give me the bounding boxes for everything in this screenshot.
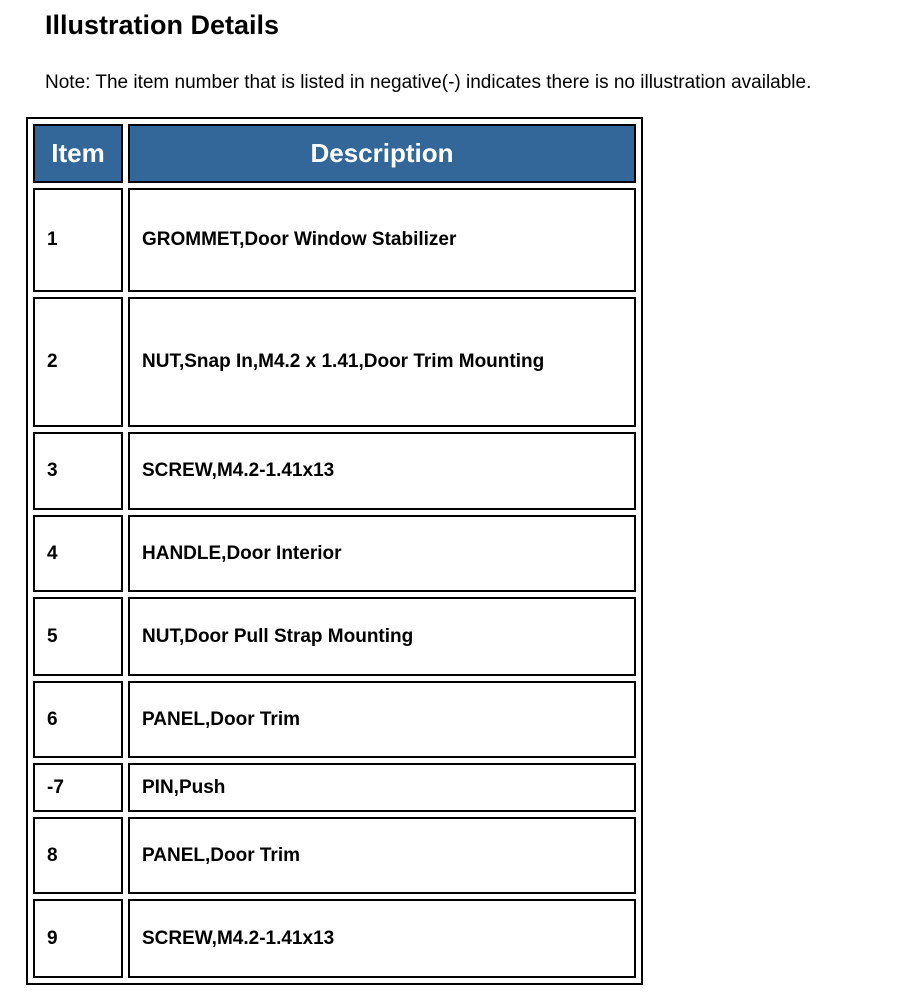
table-row <box>33 899 636 978</box>
description-cell: PIN,Push <box>128 763 636 812</box>
item-number-cell: 1 <box>33 188 123 292</box>
item-number-cell: 8 <box>33 817 123 894</box>
table-row <box>33 515 636 592</box>
item-number-cell: 2 <box>33 297 123 427</box>
item-number-cell: 3 <box>33 432 123 510</box>
item-number-cell: 6 <box>33 681 123 758</box>
table-row <box>33 297 636 427</box>
table-row <box>33 763 636 812</box>
table-row <box>33 597 636 676</box>
column-header-item: Item <box>33 124 123 183</box>
item-number-cell: 4 <box>33 515 123 592</box>
page-title: Illustration Details <box>45 10 280 40</box>
description-cell: GROMMET,Door Window Stabilizer <box>128 188 636 292</box>
item-number-cell: 5 <box>33 597 123 676</box>
description-cell: NUT,Snap In,M4.2 x 1.41,Door Trim Mounting <box>128 297 636 427</box>
table-row <box>33 432 636 510</box>
description-cell: SCREW,M4.2-1.41x13 <box>128 899 636 978</box>
description-cell: PANEL,Door Trim <box>128 817 636 894</box>
availability-note: Note: The item number that is listed in negative(-) indicates there is no illustration available. <box>45 72 812 93</box>
description-cell: HANDLE,Door Interior <box>128 515 636 592</box>
table-header-row <box>33 124 636 183</box>
table-row <box>33 188 636 292</box>
item-number-cell: -7 <box>33 763 123 812</box>
column-header-description: Description <box>128 124 636 183</box>
item-number-cell: 9 <box>33 899 123 978</box>
description-cell: NUT,Door Pull Strap Mounting <box>128 597 636 676</box>
description-cell: SCREW,M4.2-1.41x13 <box>128 432 636 510</box>
description-cell: PANEL,Door Trim <box>128 681 636 758</box>
table-row <box>33 817 636 894</box>
table-row <box>33 681 636 758</box>
parts-table <box>26 117 643 985</box>
